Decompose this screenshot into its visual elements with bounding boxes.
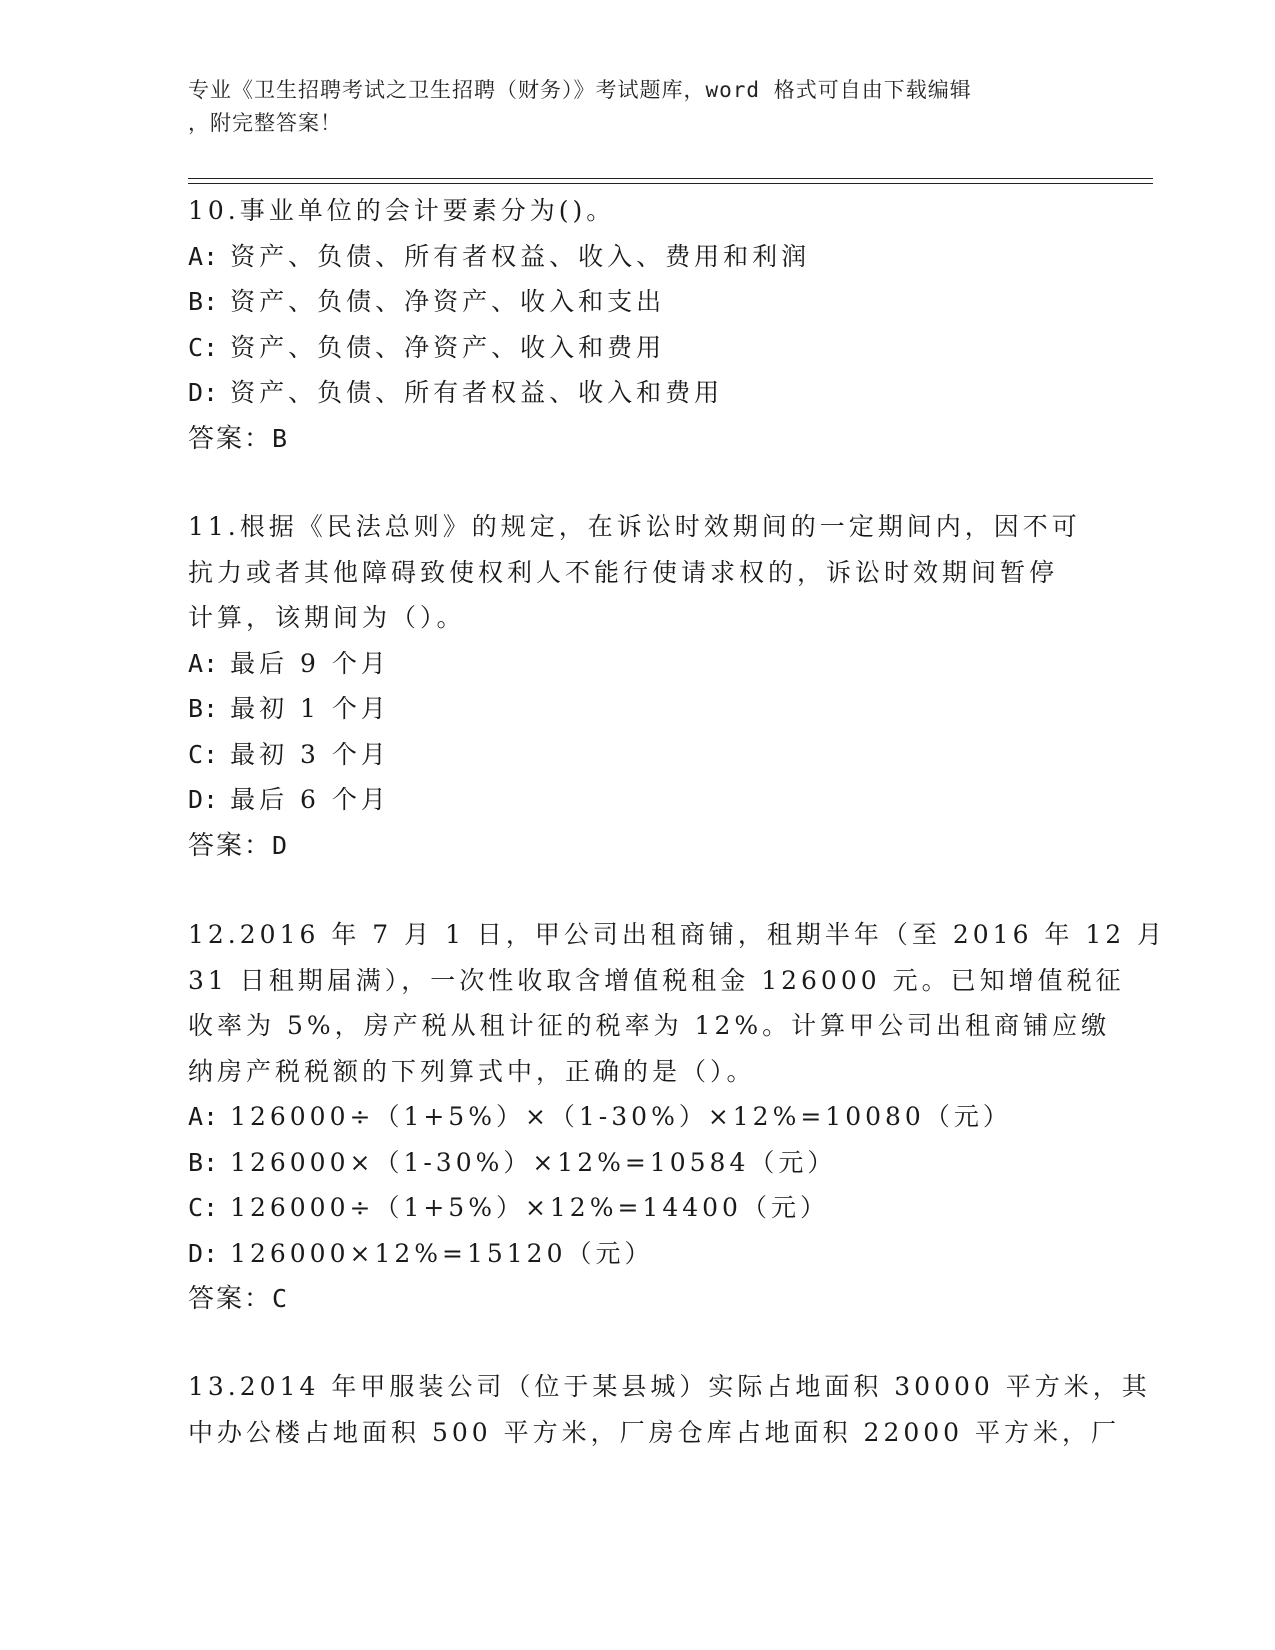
- question-stem-line: 13.2014 年甲服装公司（位于某县城）实际占地面积 30000 平方米，其: [188, 1372, 1151, 1401]
- option-text: 资产、负债、所有者权益、收入和费用: [230, 378, 724, 407]
- answer-line: [188, 416, 1088, 462]
- question-13: [188, 1364, 1151, 1455]
- option-text: 126000÷（1+5%）×（1-30%）×12%=10080（元）: [230, 1102, 1012, 1131]
- answer-value: C: [272, 1284, 290, 1313]
- question-stem-line: 收率为 5%，房产税从租计征的税率为 12%。计算甲公司出租商铺应缴: [188, 1011, 1111, 1040]
- option-text: 126000÷（1+5%）×12%=14400（元）: [230, 1193, 829, 1222]
- option-d: [188, 370, 1088, 416]
- option-text: 资产、负债、净资产、收入和费用: [230, 332, 666, 362]
- option-a: [188, 234, 1088, 280]
- option-letter: C:: [188, 739, 219, 769]
- option-c: [188, 325, 1088, 371]
- option-letter: D:: [188, 378, 219, 407]
- option-text: 126000×12%=15120（元）: [230, 1238, 654, 1268]
- option-letter: A:: [188, 1102, 219, 1131]
- answer-value: B: [272, 423, 290, 453]
- option-text: 资产、负债、净资产、收入和支出: [230, 287, 666, 316]
- answer-label: 答案：: [188, 1284, 273, 1314]
- option-letter: A:: [188, 648, 219, 678]
- question-stem-line: 11.根据《民法总则》的规定，在诉讼时效期间的一定期间内，因不可: [188, 512, 1081, 541]
- question-stem-line: 10.事业单位的会计要素分为()。: [188, 196, 616, 225]
- question-stem-line: 抗力或者其他障碍致使权利人不能行使请求权的，诉讼时效期间暂停: [188, 557, 1059, 587]
- option-d: [188, 777, 1088, 823]
- option-text: 最后 6 个月: [230, 785, 390, 814]
- question-stem-line: 31 日租期届满），一次性收取含增值税租金 126000 元。已知增值税征: [188, 965, 1125, 995]
- option-text: 资产、负债、所有者权益、收入、费用和利润: [230, 241, 811, 271]
- option-letter: D:: [188, 1238, 219, 1268]
- option-letter: D:: [188, 785, 219, 814]
- option-letter: A:: [188, 241, 219, 271]
- option-b: [188, 1140, 1088, 1186]
- document-header: [188, 74, 1068, 140]
- answer-line: [188, 1276, 1088, 1322]
- option-text: 最初 1 个月: [230, 694, 390, 723]
- question-10: [188, 188, 1088, 461]
- answer-label: 答案：: [188, 423, 273, 454]
- question-stem-line: 12.2016 年 7 月 1 日，甲公司出租商铺，租期半年（至 2016 年 12 月: [188, 920, 1167, 949]
- option-text: 126000×（1-30%）×12%=10584（元）: [230, 1147, 837, 1177]
- header-rule-top: [188, 178, 1153, 179]
- option-c: [188, 1185, 1088, 1231]
- option-c: [188, 732, 1088, 778]
- answer-label: 答案：: [188, 830, 273, 861]
- header-line-2: ，附完整答案！: [188, 111, 342, 135]
- question-stem-line: 中办公楼占地面积 500 平方米，厂房仓库占地面积 22000 平方米，厂: [188, 1417, 1121, 1447]
- option-letter: C:: [188, 332, 219, 362]
- option-text: 最初 3 个月: [230, 739, 390, 769]
- option-a: [188, 1094, 1088, 1140]
- header-rule-bottom: [188, 183, 1153, 184]
- question-12: [188, 912, 1167, 1322]
- answer-value: D: [272, 830, 290, 860]
- option-letter: B:: [188, 287, 219, 316]
- question-11: [188, 504, 1088, 868]
- question-stem-line: 纳房产税税额的下列算式中，正确的是（）。: [188, 1056, 756, 1086]
- option-a: [188, 641, 1088, 687]
- option-b: [188, 686, 1088, 732]
- option-text: 最后 9 个月: [230, 648, 390, 678]
- answer-line: [188, 823, 1088, 869]
- option-b: [188, 279, 1088, 325]
- option-letter: B:: [188, 694, 219, 723]
- header-line-1: 专业《卫生招聘考试之卫生招聘（财务）》考试题库，word 格式可自由下载编辑: [188, 78, 972, 102]
- option-d: [188, 1231, 1088, 1277]
- question-stem-line: 计算，该期间为（）。: [188, 603, 466, 632]
- option-letter: C:: [188, 1193, 219, 1222]
- option-letter: B:: [188, 1147, 219, 1177]
